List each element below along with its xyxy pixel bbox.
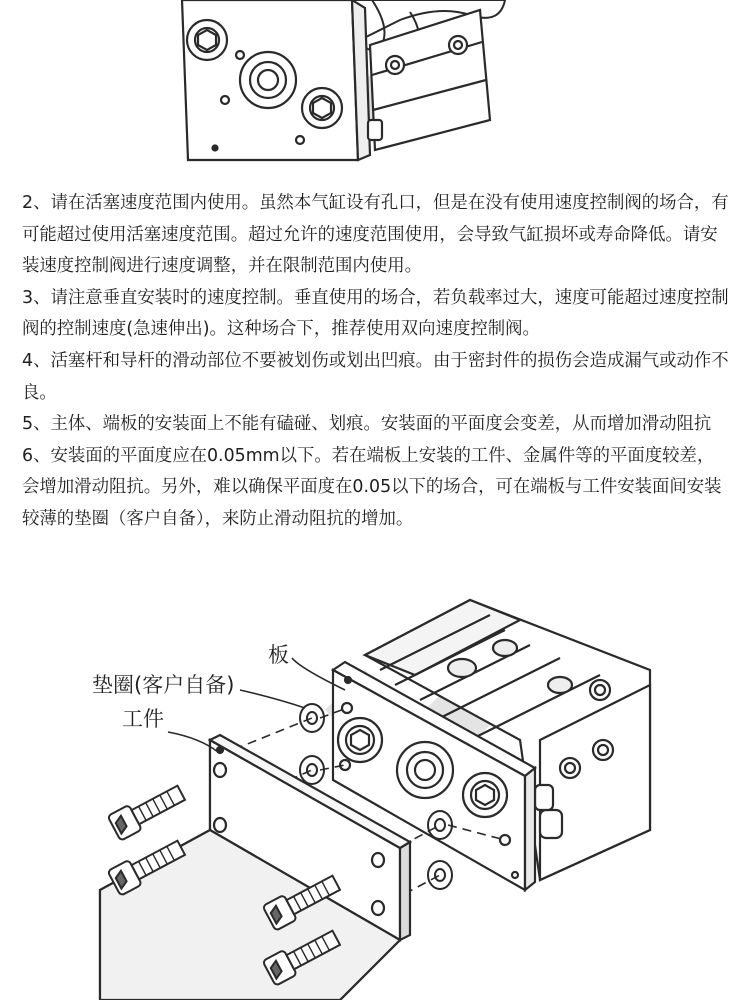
cylinder-body-drawing xyxy=(368,10,490,150)
label-workpiece: 工件 xyxy=(122,707,164,731)
note-item-3: 3、请注意垂直安装时的速度控制。垂直使用的场合，若负载率过大，速度可能超过速度控制阀的控制速度(急速伸出)。这种场合下，推荐使用双向速度控制阀。 xyxy=(22,287,729,340)
usage-notes xyxy=(22,188,730,536)
cylinder-hand-drawing xyxy=(0,0,750,185)
exploded-view-drawing xyxy=(0,590,750,1000)
label-plate: 板 xyxy=(268,643,289,667)
top-illustration xyxy=(0,0,750,185)
note-item-2: 2、请在活塞速度范围内使用。虽然本气缸设有孔口，但是在没有使用速度控制阀的场合，有可能超过使用活塞速度范围。超过允许的速度范围使用，会导致气缸损坏或寿命降低。请安装速度控制阀进行速度调整，并在限制范围内使用。 xyxy=(22,193,729,277)
end-plate-drawing xyxy=(182,0,370,160)
note-item-4: 4、活塞杆和导杆的滑动部位不要被划伤或划出凹痕。由于密封件的损伤会造成漏气或动作不良。 xyxy=(22,350,729,403)
note-item-6: 6、安装面的平面度应在0.05mm以下。若在端板上安装的工件、金属件等的平面度较差，会增加滑动阻抗。另外，难以确保平面度在0.05以下的场合，可在端板与工件安装面间安装较薄的垫圈（客户自备），来防止滑动阻抗的增加。 xyxy=(22,445,722,529)
note-item-5: 5、主体、端板的安装面上不能有磕碰、划痕。安装面的平面度会变差，从而增加滑动阻抗 xyxy=(22,414,712,435)
mounting-diagram xyxy=(0,590,750,1000)
label-washer: 垫圈(客户自备) xyxy=(92,673,235,697)
